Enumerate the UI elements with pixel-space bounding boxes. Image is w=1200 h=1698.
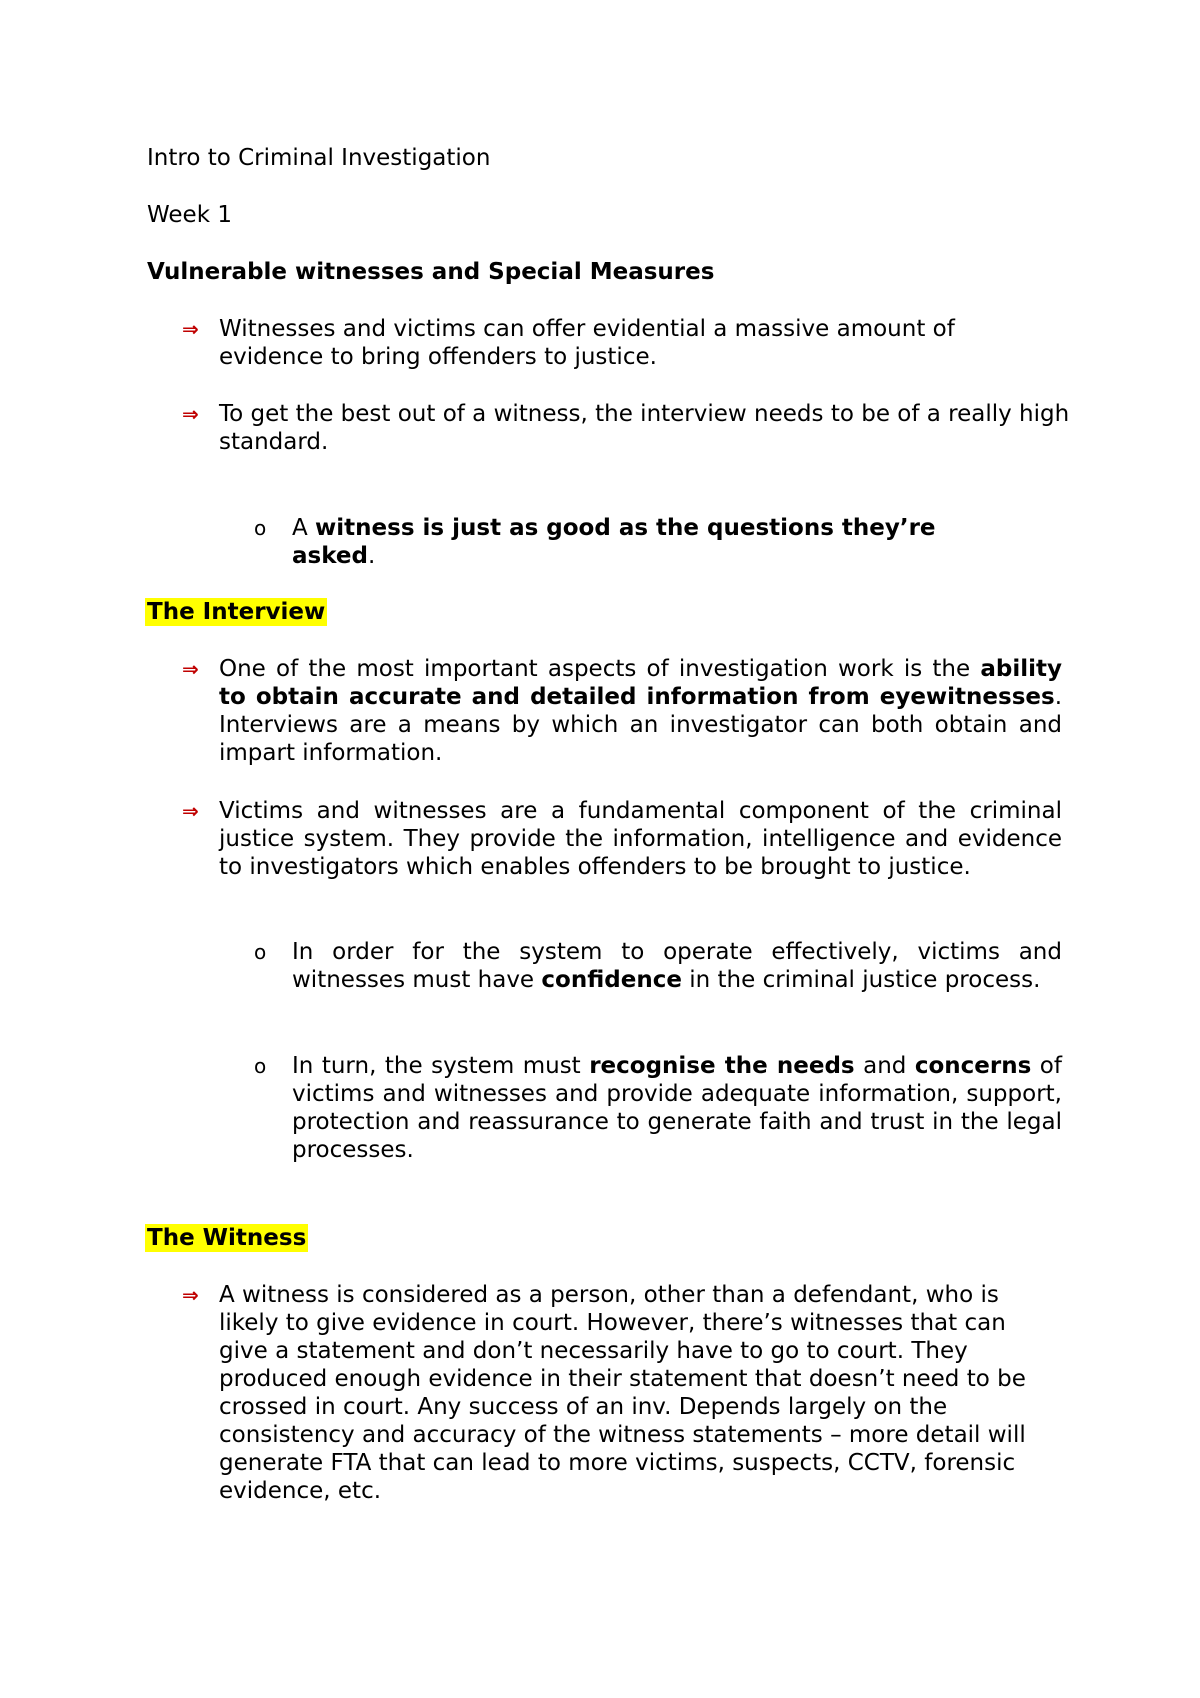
interview-sub-1-bold: confidence: [541, 967, 682, 993]
intro-sub-pre: A: [292, 515, 316, 541]
interview-sub-2-bold-2: concerns: [914, 1053, 1032, 1079]
arrow-bullet-icon: ⇒: [182, 1283, 199, 1307]
arrow-bullet-icon: ⇒: [182, 657, 199, 681]
intro-sub-post: .: [367, 543, 376, 569]
circle-bullet-icon: o: [254, 516, 267, 540]
intro-sub-bold: witness is just as good as the questions they’re asked: [292, 515, 936, 569]
week-label: Week 1: [147, 202, 232, 228]
interview-point-1-post: . Interviews are a means by which an investigator can both obtain and impart information.: [219, 684, 1062, 766]
interview-point-1-bold: ability to obtain accurate and detailed information from eyewitnesses: [219, 656, 1062, 710]
interview-point-2: Victims and witnesses are a fundamental component of the criminal justice system. They provide the information, intelligence and evidence to investigators which enables offenders to be brought to justice.: [219, 798, 1062, 880]
arrow-bullet-icon: ⇒: [182, 799, 199, 823]
section-heading-vulnerable-witnesses: Vulnerable witnesses and Special Measures: [147, 259, 715, 285]
circle-bullet-icon: o: [254, 940, 267, 964]
interview-sub-point-2: [292, 1052, 1062, 1164]
interview-sub-2-pre: In turn, the system must: [292, 1053, 590, 1079]
interview-point-1: [219, 655, 1062, 767]
interview-sub-2-bold-1: recognise the needs: [589, 1053, 855, 1079]
document-title: Intro to Criminal Investigation: [147, 145, 491, 171]
witness-point-1: A witness is considered as a person, other than a defendant, who is likely to give evidence in court. However, there’s witnesses that can give a statement and don’t necessarily have to go to court. They produced enough evidence in their statement that doesn’t need to be crossed in court. Any success of an inv. Depends largely on the consistency and accuracy of the witness statements – more detail will generate FTA that can lead to more victims, suspects, CCTV, forensic evidence, etc.: [219, 1282, 1026, 1504]
arrow-bullet-icon: ⇒: [182, 317, 199, 341]
intro-point-1: Witnesses and victims can offer evidential a massive amount of evidence to bring offenders to justice.: [219, 316, 955, 370]
arrow-bullet-icon: ⇒: [182, 402, 199, 426]
interview-sub-point-1: [292, 938, 1062, 994]
interview-sub-1-pre: In order for the system to operate effectively, victims and witnesses must have: [292, 939, 1062, 993]
intro-sub-point: [292, 514, 1012, 570]
section-heading-interview: The Interview: [147, 599, 326, 625]
interview-sub-2-mid: and: [854, 1053, 915, 1079]
interview-sub-1-post: in the criminal justice process.: [681, 967, 1041, 993]
interview-sub-2-post: of victims and witnesses and provide adequate information, support, protection and reassurance to generate faith and trust in the legal processes.: [292, 1053, 1062, 1163]
circle-bullet-icon: o: [254, 1054, 267, 1078]
section-heading-witness: The Witness: [147, 1225, 307, 1251]
intro-point-2: To get the best out of a witness, the interview needs to be of a really high standard.: [219, 401, 1070, 455]
interview-point-1-pre: One of the most important aspects of investigation work is the: [219, 656, 981, 682]
